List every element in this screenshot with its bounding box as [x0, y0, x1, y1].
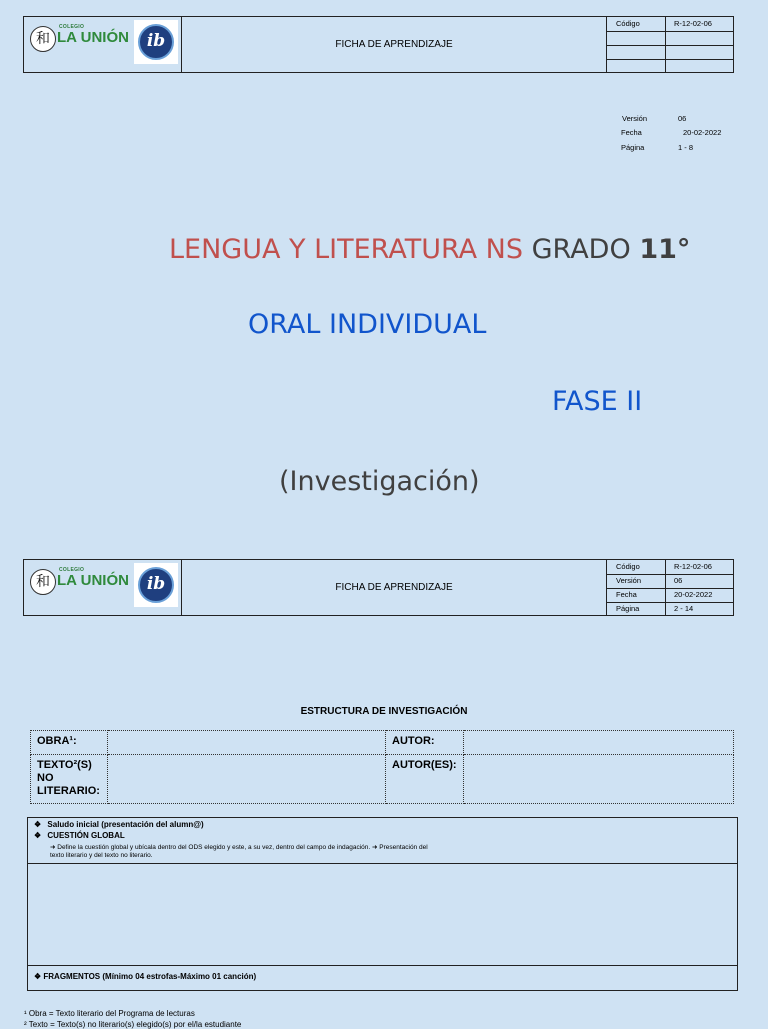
- ib-logo-icon: ib: [138, 567, 174, 603]
- meta-codigo-label: Código: [616, 19, 640, 28]
- meta-separator: [665, 59, 666, 73]
- meta-version-label: Versión: [616, 576, 642, 585]
- meta-codigo-value: R-12-02-06: [674, 562, 712, 571]
- meta-separator: [665, 45, 666, 60]
- meta-version-value: 06: [674, 576, 683, 585]
- cover-subject: LENGUA Y LITERATURA NS: [169, 234, 524, 265]
- meta-row-empty-2: [607, 45, 733, 60]
- obra-field[interactable]: [108, 731, 386, 755]
- meta-fecha-label: Fecha: [616, 590, 637, 599]
- autor-field[interactable]: [463, 731, 733, 755]
- document-header-1: [23, 16, 734, 73]
- meta-row-pagina: [607, 602, 733, 615]
- ib-logo: [134, 20, 178, 64]
- autores-field[interactable]: [463, 755, 733, 804]
- meta-separator: [665, 574, 666, 589]
- meta-fecha-value: 20-02-2022: [683, 128, 722, 137]
- meta-fecha-label: Fecha: [621, 128, 642, 137]
- cuestion-description-1: ➜ Define la cuestión global y ubícala dentro del ODS elegido y este, a su vez, dentro del campo de indagación. ➜ Presentación del: [50, 844, 428, 851]
- autor-label: AUTOR:: [386, 731, 464, 755]
- logo-school-name: LA UNIÓN: [57, 572, 129, 589]
- meta-separator: [665, 588, 666, 603]
- obra-label: OBRA¹:: [31, 731, 108, 755]
- cuestion-item: [34, 831, 125, 840]
- footnote-2: ² Texto = Texto(s) no literario(s) elegido(s) por el/la estudiante: [24, 1020, 242, 1029]
- meta-pagina-label: Página: [616, 604, 640, 613]
- cover-grade-value: 11°: [639, 234, 691, 265]
- school-logo-cell: [24, 560, 182, 615]
- header-title: FICHA DE APRENDIZAJE: [335, 39, 453, 50]
- ib-logo-icon: ib: [138, 24, 174, 60]
- meta-row-fecha: [607, 588, 733, 603]
- cuestion-text: CUESTIÓN GLOBAL: [47, 831, 125, 840]
- saludo-text: Saludo inicial (presentación del alumn@): [47, 820, 204, 829]
- cover-oral-title: ORAL INDIVIDUAL: [248, 309, 487, 340]
- header-meta-table: [606, 17, 733, 72]
- meta-row-codigo: [607, 560, 733, 575]
- bullet-icon: ❖: [34, 831, 42, 840]
- texto-label: TEXTO²(S) NO LITERARIO:: [31, 755, 108, 804]
- ib-logo: [134, 563, 178, 607]
- header-title: FICHA DE APRENDIZAJE: [335, 582, 453, 593]
- saludo-item: [34, 820, 204, 829]
- kanji-emblem-icon: 和: [30, 569, 56, 595]
- fragmentos-section: [27, 965, 738, 991]
- fragmentos-text: ❖ FRAGMENTOS (Mínimo 04 estrofas-Máximo 01 canción): [34, 972, 257, 981]
- meta-version-value: 06: [678, 114, 687, 123]
- meta-row-empty-1: [607, 31, 733, 46]
- meta-fecha-value: 20-02-2022: [674, 590, 713, 599]
- meta-pagina-value: 2 - 14: [674, 604, 694, 613]
- meta-row-version: [607, 574, 733, 589]
- cuestion-description-2: texto literario y del texto no literario.: [50, 852, 153, 859]
- cover-subject-line: [169, 234, 690, 265]
- cover-phase-title: FASE II: [552, 386, 643, 417]
- cover-grade-label: GRADO: [531, 234, 631, 265]
- content-area[interactable]: [27, 863, 738, 966]
- cover-investigation-title: (Investigación): [279, 466, 480, 497]
- autores-label: AUTOR(ES):: [386, 755, 464, 804]
- meta-version-label: Versión: [622, 114, 648, 123]
- document-header-2: [23, 559, 734, 616]
- structure-heading: ESTRUCTURA DE INVESTIGACIÓN: [300, 706, 468, 717]
- logo-colegio-text: COLEGIO: [59, 567, 85, 573]
- meta-row-empty-3: [607, 59, 733, 72]
- meta-row-codigo: [607, 17, 733, 32]
- texto-field[interactable]: [108, 755, 386, 804]
- meta-separator: [665, 602, 666, 616]
- intro-section: [27, 817, 738, 864]
- meta-separator: [665, 17, 666, 32]
- logo-colegio-text: COLEGIO: [59, 24, 85, 30]
- meta-separator: [665, 560, 666, 575]
- meta-codigo-label: Código: [616, 562, 640, 571]
- school-logo-cell: [24, 17, 182, 72]
- logo-school-name: LA UNIÓN: [57, 29, 129, 46]
- footnote-1: ¹ Obra = Texto literario del Programa de lecturas: [24, 1009, 195, 1018]
- meta-separator: [665, 31, 666, 46]
- meta-codigo-value: R-12-02-06: [674, 19, 712, 28]
- investigation-table: [30, 730, 734, 804]
- meta-pagina-value: 1 - 8: [678, 143, 694, 152]
- header-meta-table: [606, 560, 733, 615]
- bullet-icon: ❖: [34, 820, 42, 829]
- meta-pagina-label: Página: [621, 143, 645, 152]
- kanji-emblem-icon: 和: [30, 26, 56, 52]
